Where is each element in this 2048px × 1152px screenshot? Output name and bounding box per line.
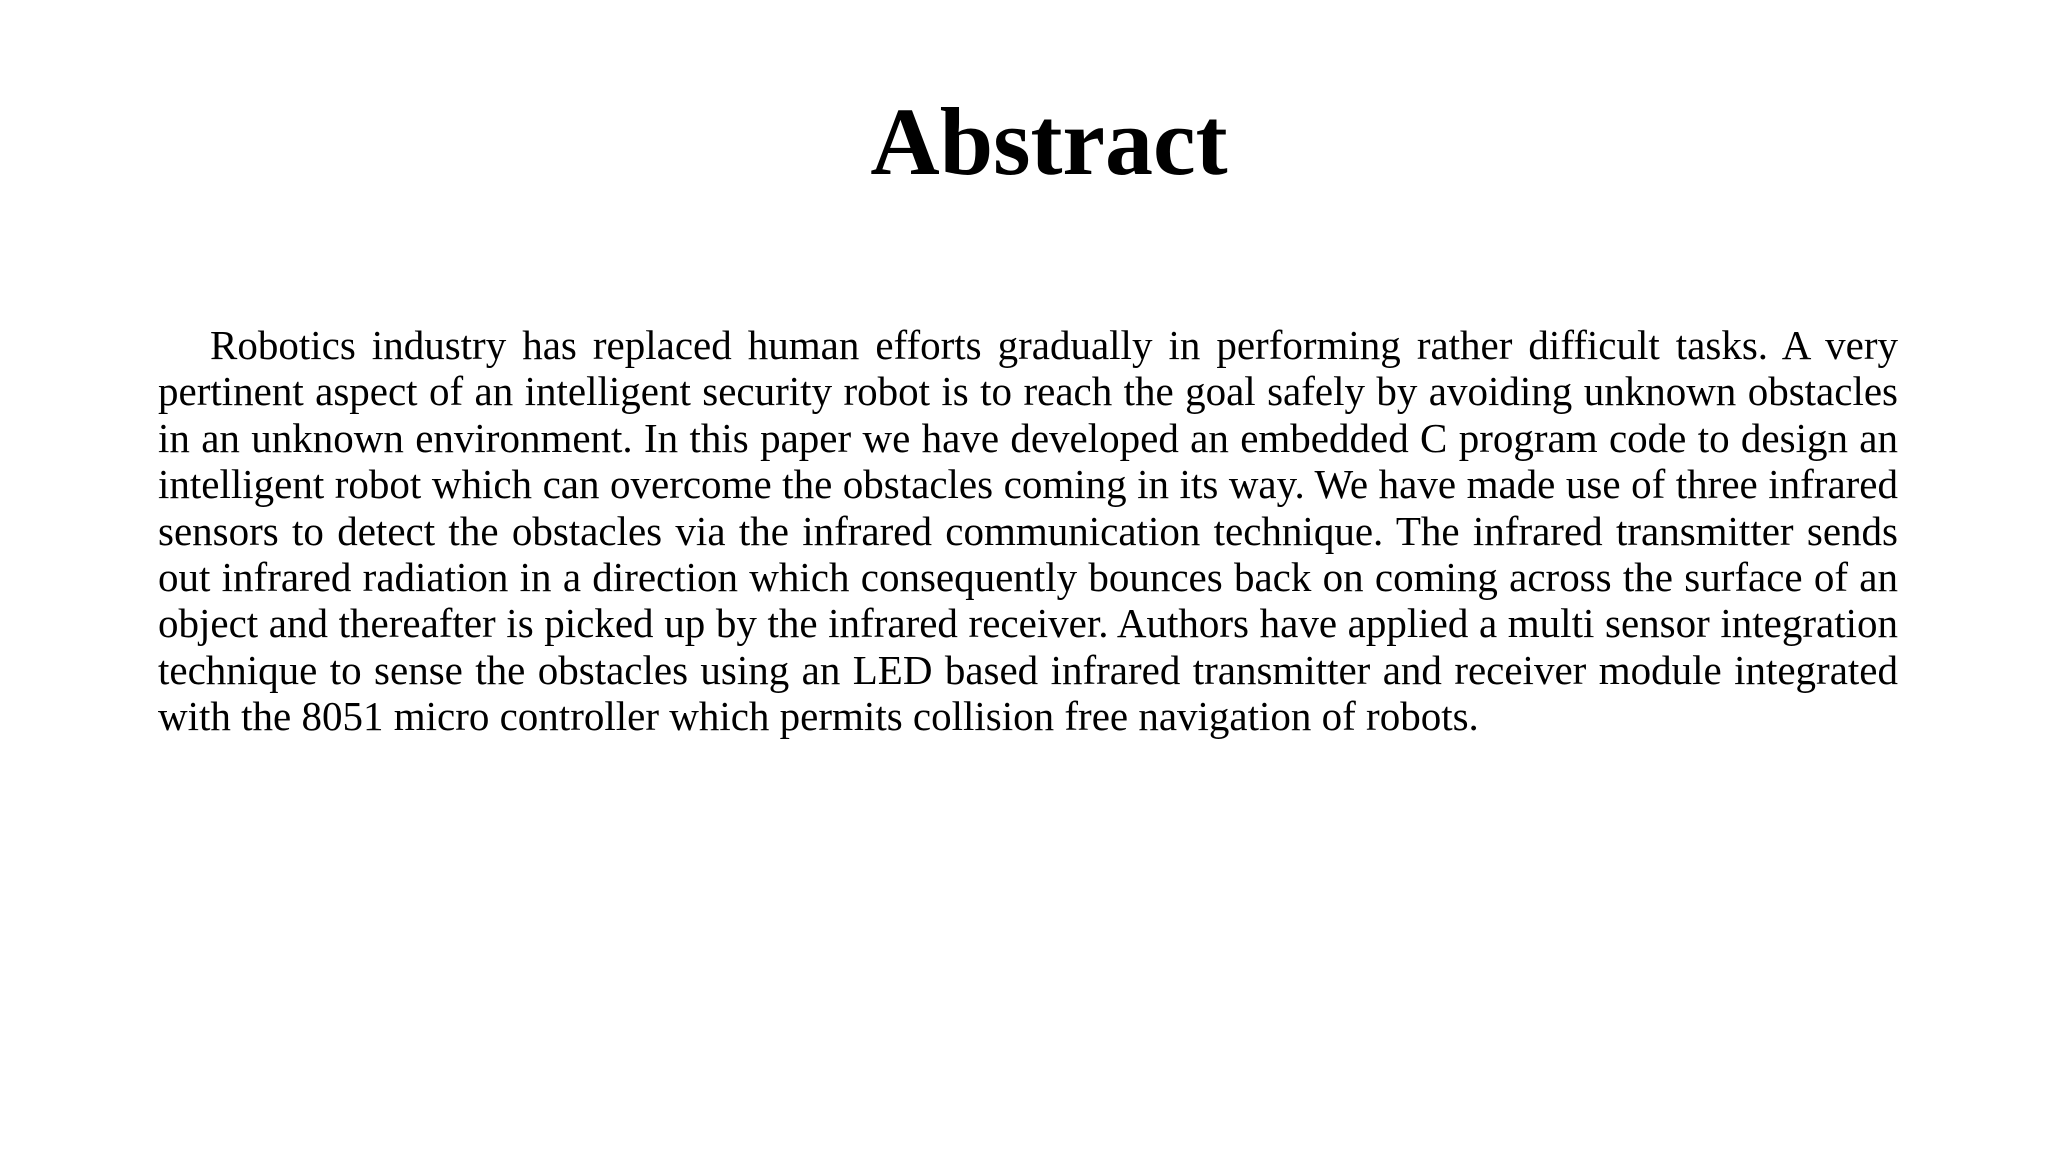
abstract-paragraph: Robotics industry has replaced human efforts gradually in performing rather difficult tasks. A very pertinent aspect of an intelligent security robot is to reach the goal safely by avoiding unknown obstacles in an unknown environment. In this paper we have developed an embedded C program code to design an intelligent robot which can overcome the obstacles coming in its way. We have made use of three infrared sensors to detect the obstacles via the infrared communication technique. The infrared transmitter sends out infrared radiation in a direction which consequently bounces back on coming across the surface of an object and thereafter is picked up by the infrared receiver. Authors have applied a multi sensor integration technique to sense the obstacles using an LED based infrared transmitter and receiver module integrated with the 8051 micro controller which permits collision free navigation of robots. — [158, 322, 1898, 740]
page-title: Abstract — [870, 88, 1228, 195]
